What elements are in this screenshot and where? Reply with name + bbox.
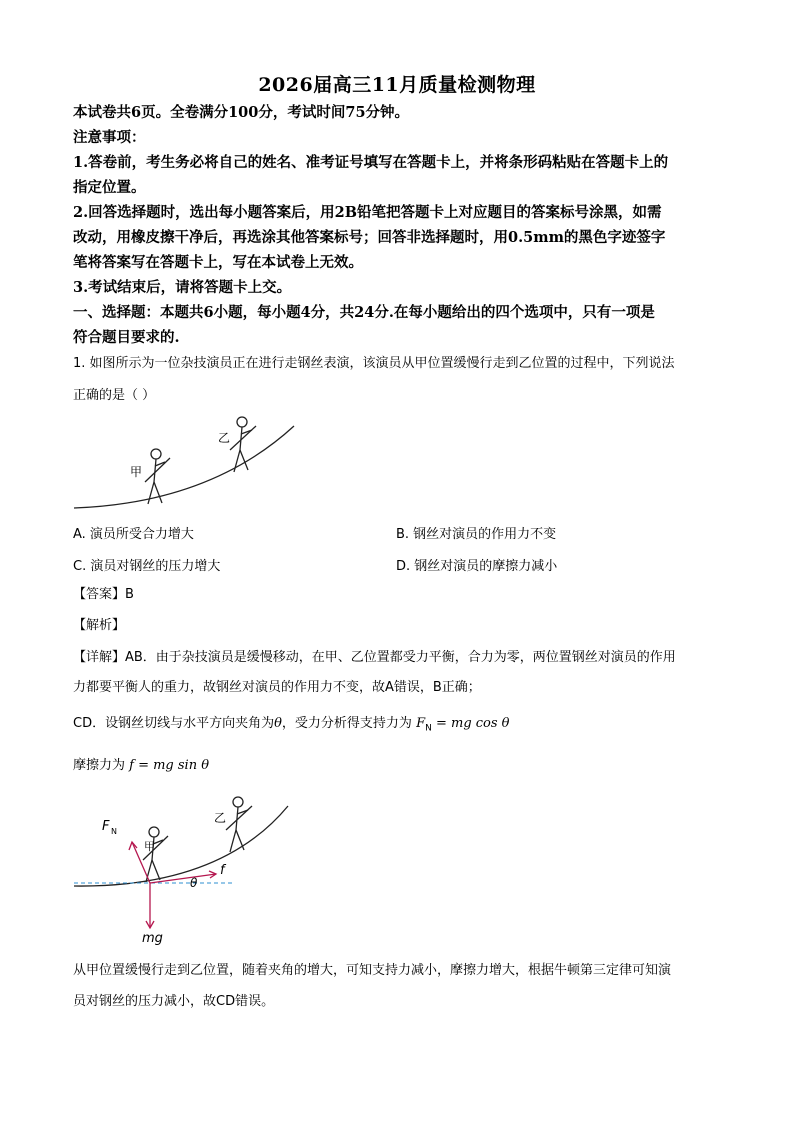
force-arrows: [129, 842, 216, 928]
note-2c: 笔将答案写在答题卡上，写在本试卷上无效。: [73, 254, 363, 271]
note-3: 3.考试结束后，请将答题卡上交。: [73, 279, 292, 296]
label-fn: F: [102, 819, 110, 834]
label-jia-2: 甲: [144, 840, 155, 853]
note-1a: 1.答卷前，考生务必将自己的姓名、准考证号填写在答题卡上，并将条形码粘贴在答题卡上的: [73, 154, 669, 171]
label-fn-sub: N: [111, 827, 117, 836]
label-yi: 乙: [218, 431, 231, 445]
question-stem-line1: 1. 如图所示为一位杂技演员正在进行走钢丝表演，该演员从甲位置缓慢行走到乙位置的过程中，下列说法: [73, 356, 675, 371]
wire-curve: [74, 426, 294, 508]
analysis-p1-line1: 【详解】AB．由于杂技演员是缓慢移动，在甲、乙位置都受力平衡，合力为零，两位置钢丝对演员的作用: [73, 650, 676, 665]
analysis-p2-mid: ，受力分析得支持力为: [281, 716, 417, 731]
label-theta: θ: [190, 876, 198, 890]
normal-force-arrowhead: [129, 842, 137, 850]
section-heading-a: 一、选择题：本题共6小题，每小题4分，共24分.在每小题给出的四个选项中，只有一项是: [73, 304, 655, 321]
exam-info: 本试卷共6页。全卷满分100分，考试时间75分钟。: [73, 104, 410, 121]
notes-heading: 注意事项：: [73, 129, 146, 146]
figure-force-analysis: [70, 790, 310, 950]
walker-a-figure: [145, 449, 170, 504]
label-yi-2: 乙: [214, 811, 227, 825]
label-f: f: [220, 863, 225, 878]
analysis-p2: [73, 714, 723, 739]
analysis-p2-text: CD．设钢丝切线与水平方向夹角为: [73, 716, 275, 731]
option-c: C. 演员对钢丝的压力增大: [73, 559, 221, 574]
formula-fn: F: [416, 716, 426, 731]
note-2b: 改动，用橡皮擦干净后，再选涂其他答案标号；回答非选择题时，用0.5mm的黑色字迹签字: [73, 229, 666, 246]
formula-fn-eq: = mg cos θ: [431, 716, 510, 731]
question-stem-line2: 正确的是（ ）: [73, 388, 156, 403]
analysis-p3-text: 摩擦力为: [73, 758, 130, 773]
analysis-heading: 【解析】: [73, 618, 126, 633]
option-a: A. 演员所受合力增大: [73, 527, 194, 542]
option-d: D. 钢丝对演员的摩擦力减小: [396, 559, 558, 574]
analysis-p4-line1: 从甲位置缓慢行走到乙位置，随着夹角的增大，可知支持力减小，摩擦力增大，根据牛顿第三定律可知演: [73, 963, 672, 978]
formula-f: f = mg sin θ: [129, 758, 210, 773]
label-mg: mg: [142, 931, 163, 946]
page-title: 2026届高三11月质量检测物理: [258, 74, 536, 96]
figure-tightrope: [70, 408, 300, 518]
walker-b-figure-2: [226, 797, 252, 852]
formula-fn-sub: N: [425, 723, 432, 734]
theta-symbol: θ: [274, 716, 282, 731]
walker-a-figure-2: [143, 827, 168, 882]
analysis-p1-line2: 力都要平衡人的重力，故钢丝对演员的作用力不变，故A错误，B正确；: [73, 680, 481, 695]
wire-curve-2: [74, 806, 288, 886]
answer-line: 【答案】B: [73, 587, 134, 602]
note-2a: 2.回答选择题时，选出每小题答案后，用2B铅笔把答题卡上对应题目的答案标号涂黑，如需: [73, 204, 662, 221]
note-1b: 指定位置。: [73, 179, 146, 196]
section-heading-b: 符合题目要求的.: [73, 329, 180, 346]
analysis-p4-line2: 员对钢丝的压力减小，故CD错误。: [73, 994, 275, 1009]
label-jia: 甲: [130, 465, 143, 479]
option-b: B. 钢丝对演员的作用力不变: [396, 527, 557, 542]
analysis-p3: [73, 756, 723, 776]
